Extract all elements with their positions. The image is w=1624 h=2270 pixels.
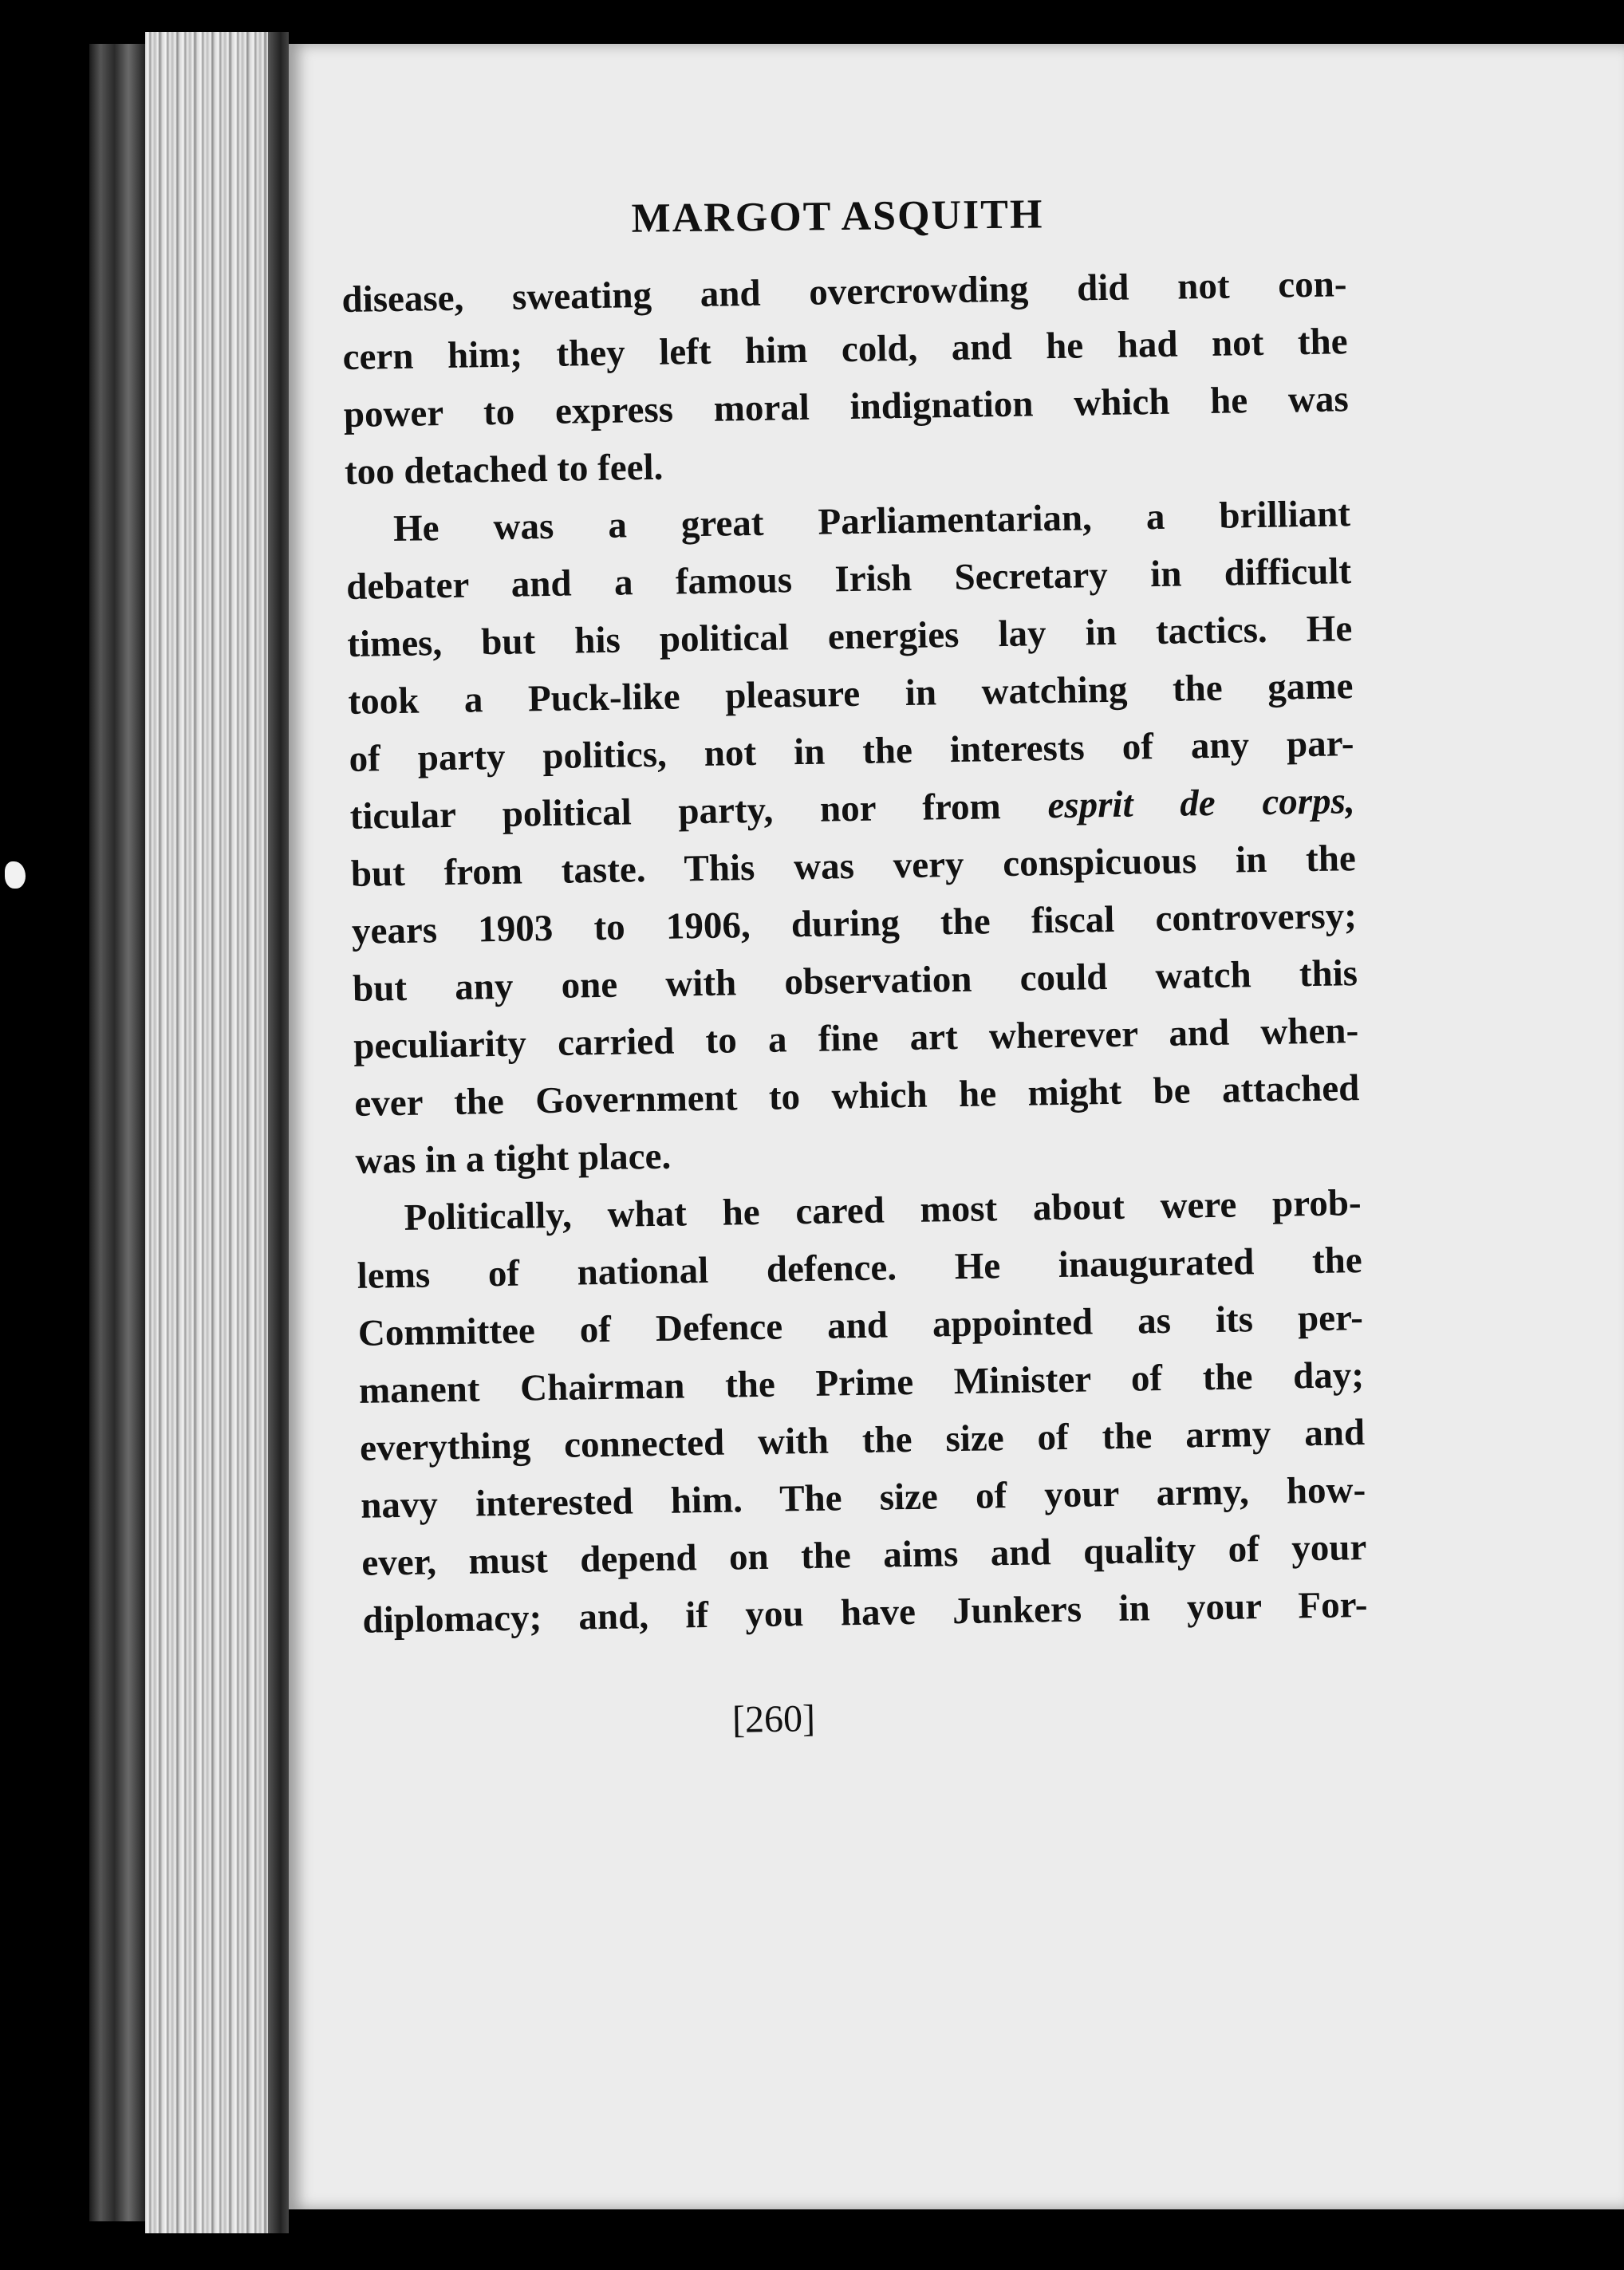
book-spine [89, 44, 145, 2221]
text-line: but from taste. This was very conspicuous in the [350, 837, 1357, 895]
paragraph [356, 1174, 1368, 1649]
text-line: Politically, what he cared most about were prob- [404, 1182, 1362, 1239]
text-line: lems of national defence. He inaugurated the [357, 1239, 1363, 1297]
scan-speck [5, 861, 26, 889]
text-line: ever, must depend on the aims and quality of your [361, 1527, 1367, 1584]
text-line: of party politics, not in the interests of any par- [349, 723, 1354, 780]
text-run: ticular political party, nor from [349, 785, 1048, 837]
body-text [341, 255, 1368, 1649]
text-line: He was a great Parliamentarian, a brilliant [392, 493, 1351, 550]
text-line: navy interested him. The size of your army, how- [360, 1469, 1366, 1527]
text-line: ever the Government to which he might be attached [353, 1067, 1360, 1125]
text-line: years 1903 to 1906, during the fiscal controversy; [351, 895, 1358, 952]
text-line: times, but his political energies lay in tactics. He [346, 608, 1353, 665]
text-line: cern him; they left him cold, and he had not the [342, 321, 1348, 378]
text-line: everything connected with the size of the army and [359, 1412, 1366, 1469]
text-line: disease, sweating and overcrowding did not con- [341, 263, 1347, 321]
text-line: took a Puck-like pleasure in watching the game [348, 665, 1354, 723]
text-line: peculiarity carried to a fine art wherever and when- [353, 1010, 1359, 1067]
text-line: Committee of Defence and appointed as its per- [357, 1297, 1364, 1354]
page-number: [260] [731, 1697, 816, 1741]
page-edges [145, 32, 289, 2233]
running-head: MARGOT ASQUITH [631, 191, 1044, 242]
text-line: diplomacy; and, if you have Junkers in your For- [362, 1584, 1368, 1641]
text-line: was in a tight place. [355, 1135, 672, 1182]
italic-phrase: esprit de corps, [1047, 780, 1355, 827]
text-line: debater and a famous Irish Secretary in difficult [345, 550, 1352, 608]
paragraph [345, 485, 1361, 1190]
text-line: manent Chairman the Prime Minister of the day; [358, 1354, 1365, 1412]
text-line: but any one with observation could watch this [352, 952, 1358, 1010]
paragraph [341, 255, 1350, 501]
text-line: too detached to feel. [344, 446, 664, 493]
text-line: power to express moral indignation which he was [343, 378, 1350, 435]
